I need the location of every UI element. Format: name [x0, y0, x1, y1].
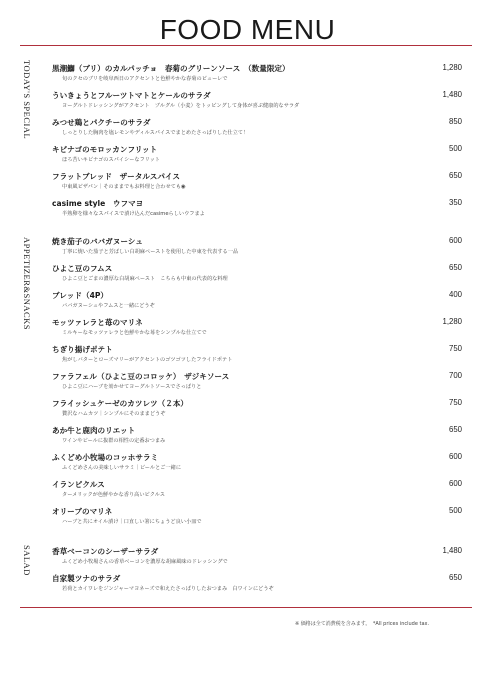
item-description: ひよこ豆にハーブを効かせてヨーグルトソースでさっぱりと — [62, 384, 202, 390]
item-price: 350 — [448, 198, 462, 207]
item-description: ふくどめさんの美味しいサラミ｜ビールとご一緒に — [62, 465, 182, 471]
item-description: しっとりした胸肉を塩レモンやディルスパイスでまとめたさっぱりした仕立て！ — [62, 130, 249, 136]
item-description: 半熟卵を様々なスパイスで漬け込んだcasimeらしいウフまよ — [62, 211, 205, 217]
item-price: 1,480 — [442, 546, 462, 555]
section-label-salad: SALAD — [22, 545, 32, 576]
item-description: 中東風ピザパン｜そのままでもお料理と合わせても◉ — [62, 184, 186, 190]
item-price: 600 — [448, 236, 462, 245]
item-price: 850 — [448, 117, 462, 126]
item-description: 焦がしバターとローズマリーがアクセントのゴツゴツしたフライドポテト — [62, 357, 233, 363]
item-name: casime style ウフマヨ — [52, 199, 144, 208]
bottom-divider — [20, 607, 472, 608]
section-label-todays-special: TODAY'S SPECIAL — [22, 60, 32, 140]
page-title: FOOD MENU — [159, 14, 336, 45]
item-name: ふくどめ小牧場のコッホサラミ — [52, 453, 159, 462]
item-name: キビナゴのモロッカンフリット — [52, 145, 158, 154]
item-price: 500 — [448, 506, 462, 515]
item-price: 750 — [448, 398, 462, 407]
top-divider — [20, 45, 472, 46]
item-price: 650 — [448, 425, 462, 434]
item-price: 500 — [448, 144, 462, 153]
item-name: フラットブレッド ザータルスパイス — [52, 172, 181, 181]
item-description: ハーブと共にオイル漬け｜口直しい箸にちょうど良い小皿で — [62, 519, 202, 525]
item-price: 1,280 — [442, 63, 462, 72]
item-name: モッツァレラと苺のマリネ — [52, 318, 143, 327]
item-description: ふくどめ小牧場さんの香草ベーコンを濃厚な胡麻風味のドレッシングで — [62, 559, 228, 565]
item-name: 自家製ツナのサラダ — [52, 574, 121, 583]
item-name: 焼き茄子のババガヌーシュ — [52, 237, 143, 246]
item-price: 650 — [448, 263, 462, 272]
item-description: ヨーグルトドレッシングがアクセント ブルグル（小麦）をトッピングして身体が喜ぶ健康的なサラダ — [62, 103, 300, 109]
item-name: ういきょうとフルーツトマトとケールのサラダ — [52, 91, 211, 100]
item-description: ババガヌーシュやフムスと一緒にどうぞ — [62, 303, 155, 309]
item-description: ミルキーなモッツァレラと色鮮やかな苺をシンプルな仕立てで — [62, 330, 207, 336]
item-name: ブレッド（4P） — [52, 291, 109, 300]
item-description: 丁寧に焼いた茄子と芳ばしい白胡麻ペーストを使用した中東を代表する一品 — [62, 249, 239, 255]
item-description: 若荷とカイワレをジンジャーマヨネーズで和えたさっぱりしたおつまみ 白ワインにどうぞ — [62, 586, 274, 592]
item-description: ターメリックが色鮮やかな香り高いピクルス — [62, 492, 165, 498]
item-description: ひよこ豆とごまの濃厚な白胡麻ペースト こちらも中東の代表的な料理 — [62, 276, 228, 282]
item-name: ひよこ豆のフムス — [52, 264, 113, 273]
item-description: ワインやビールに抜群の相性の定番おつまみ — [62, 438, 166, 444]
item-name: あか牛と鹿肉のリエット — [52, 426, 136, 435]
item-price: 750 — [448, 344, 462, 353]
item-price: 650 — [448, 573, 462, 582]
item-price: 400 — [448, 290, 462, 299]
item-price: 1,480 — [442, 90, 462, 99]
item-price: 600 — [448, 479, 462, 488]
item-price: 1,280 — [442, 317, 462, 326]
item-name: 香草ベーコンのシーザーサラダ — [52, 547, 159, 556]
item-name: ファラフェル（ひよこ豆のコロッケ） ザジキソース — [52, 372, 230, 381]
item-name: ちぎり揚げポテト — [52, 345, 113, 354]
item-price: 700 — [448, 371, 462, 380]
item-name: イランピクルス — [52, 480, 105, 489]
section-label-appetizer-snacks: APPETIZER&SNACKS — [22, 237, 32, 331]
item-price: 650 — [448, 171, 462, 180]
item-description: 旬のクセのブリを岐阜西日のアクセントと色鮮やかな春菊のピューレで — [62, 76, 228, 82]
item-name: 黒潮鰤（ブリ）のカルパッチョ 春菊のグリーンソース （数量限定） — [52, 64, 290, 73]
item-description: ほろ苦いキビナゴのスパイシーなフリット — [62, 157, 160, 163]
item-name: オリーブのマリネ — [52, 507, 113, 516]
item-name: フライッシュケーゼのカツレツ（２本） — [52, 399, 189, 408]
item-name: みつせ鶏とパクチーのサラダ — [52, 118, 151, 127]
item-description: 贅沢なハムカツ｜シンプルにそのままどうぞ — [62, 411, 166, 417]
item-price: 600 — [448, 452, 462, 461]
tax-note: ※ 価格は全て消費税を含みます。 *All prices include tax. — [295, 621, 430, 627]
